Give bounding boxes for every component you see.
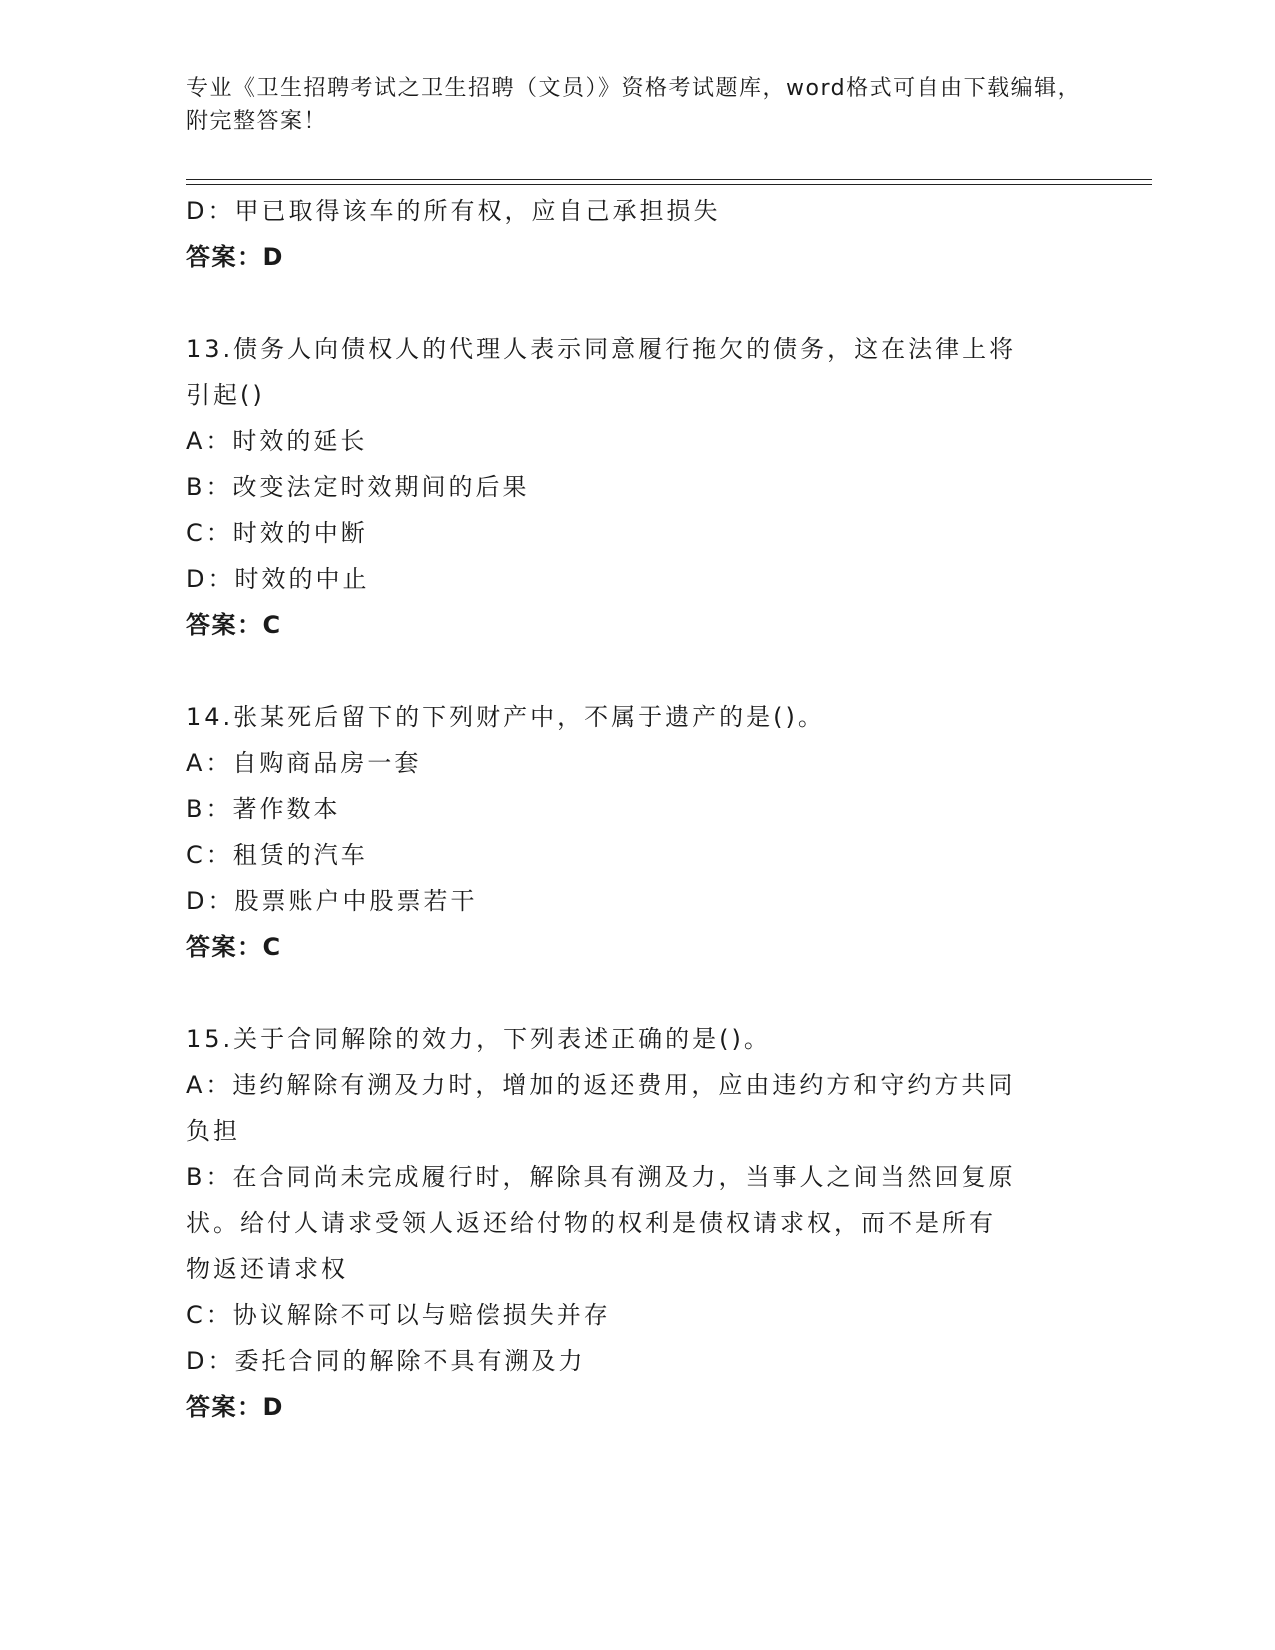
option-b: B：在合同尚未完成履行时，解除具有溯及力，当事人之间当然回复原: [186, 1163, 1016, 1191]
option-b: B：著作数本: [186, 795, 341, 823]
option-b: B：改变法定时效期间的后果: [186, 473, 530, 501]
option-c: C：时效的中断: [186, 519, 368, 547]
option-a: A：自购商品房一套: [186, 749, 422, 777]
option-d: D：股票账户中股票若干: [186, 887, 478, 915]
question-stem: 14.张某死后留下的下列财产中，不属于遗产的是()。: [186, 703, 825, 731]
option-d: D：委托合同的解除不具有溯及力: [186, 1347, 586, 1375]
question-15: [186, 1016, 1086, 1430]
header-rule-top: [186, 179, 1152, 180]
prev-answer: 答案：D: [186, 243, 284, 271]
option-d: D：时效的中止: [186, 565, 370, 593]
option-a: A：时效的延长: [186, 427, 368, 455]
header-rule-bottom: [186, 184, 1152, 185]
question-stem-continued: 引起(): [186, 381, 265, 409]
question-stem: 13.债务人向债权人的代理人表示同意履行拖欠的债务，这在法律上将: [186, 335, 1017, 363]
header-text: 专业《卫生招聘考试之卫生招聘（文员）》资格考试题库，word格式可自由下载编辑，附完整答案！: [186, 76, 1082, 134]
question-content: [186, 188, 1086, 1430]
answer: 答案：D: [186, 1393, 284, 1421]
answer: 答案：C: [186, 611, 282, 639]
document-header: [186, 72, 1086, 138]
option-c: C：租赁的汽车: [186, 841, 368, 869]
answer: 答案：C: [186, 933, 282, 961]
spacer: [186, 970, 1086, 1016]
option-b-continued: 状。给付人请求受领人返还给付物的权利是债权请求权，而不是所有: [186, 1209, 996, 1237]
option-a: A：违约解除有溯及力时，增加的返还费用，应由违约方和守约方共同: [186, 1071, 1016, 1099]
question-stem: 15.关于合同解除的效力，下列表述正确的是()。: [186, 1025, 771, 1053]
option-b-continued: 物返还请求权: [186, 1255, 348, 1283]
option-a-continued: 负担: [186, 1117, 240, 1145]
spacer: [186, 648, 1086, 694]
question-13: [186, 326, 1086, 648]
option-c: C：协议解除不可以与赔偿损失并存: [186, 1301, 611, 1329]
spacer: [186, 280, 1086, 326]
prev-option-d: D：甲已取得该车的所有权，应自己承担损失: [186, 197, 721, 225]
question-14: [186, 694, 1086, 970]
